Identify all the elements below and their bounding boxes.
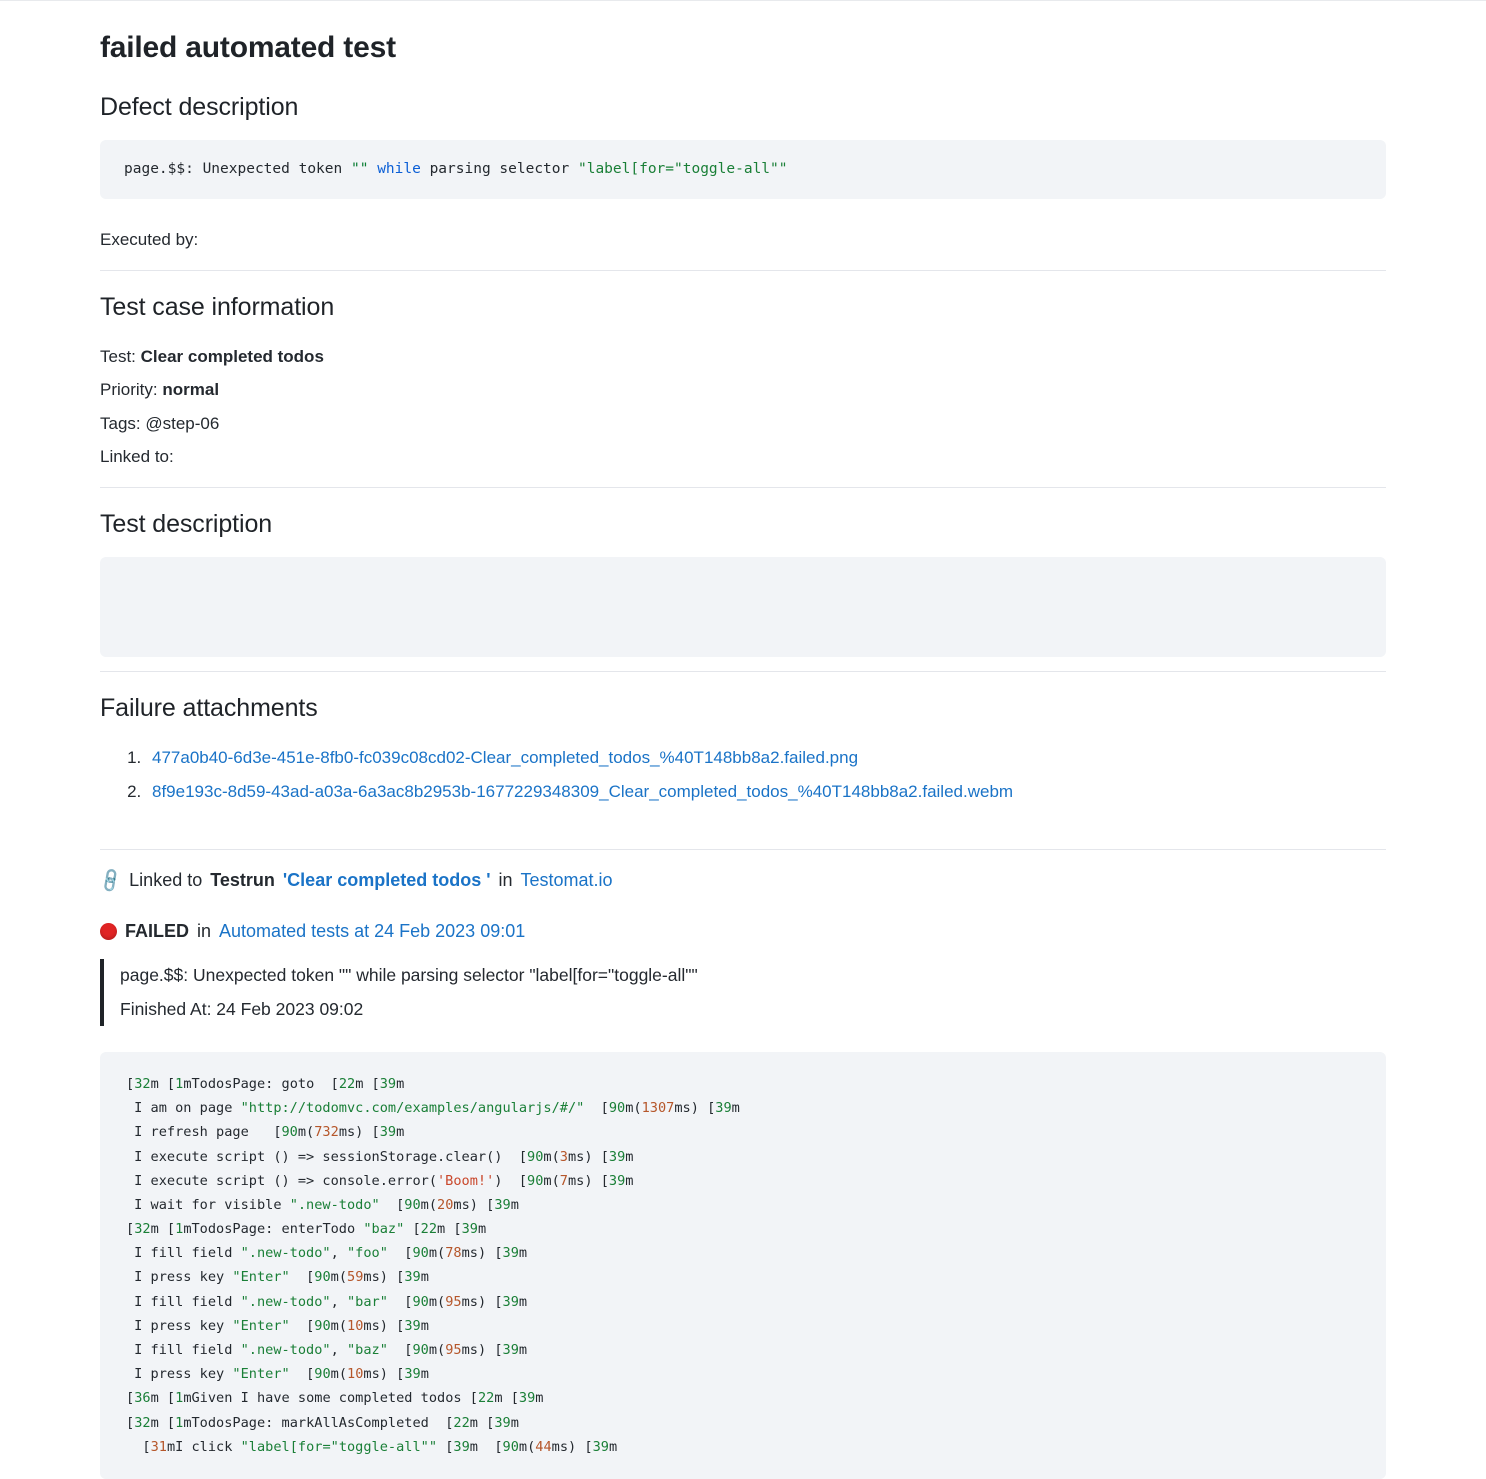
status-badge: FAILED [125,920,190,941]
console-log-line: [36m [1mGiven I have some completed todos [22m [39m [126,1390,544,1407]
tags-row [100,407,1386,440]
console-log-line: I execute script () => console.error('Boom!') [90m(7ms) [39m [126,1172,634,1189]
tags-label: Tags: [100,413,141,433]
console-log-line: I refresh page [90m(732ms) [39m [126,1124,405,1141]
red-circle-icon [100,923,117,940]
tags-value: @step-06 [145,413,220,433]
console-log-line: [32m [1mTodosPage: goto [22m [39m [126,1075,405,1092]
console-log-line: I am on page "http://todomvc.com/examples/angularjs/#/" [90m(1307ms) [39m [126,1100,740,1117]
top-border [0,0,1486,1]
console-log-line: [32m [1mTodosPage: markAllAsCompleted [22m [39m [126,1414,519,1431]
divider-1 [100,270,1386,271]
console-log-output [100,1052,1386,1479]
status-row [100,917,1386,946]
priority-value: normal [162,380,220,400]
failure-quote-message: page.$$: Unexpected token "" while parsing selector "label[for="toggle-all"" [120,965,698,986]
paperclip-icon: 🔗 [96,866,125,895]
linked-prefix: Linked to [129,869,203,890]
attachment-link[interactable]: 477a0b40-6d3e-451e-8fb0-fc039c08cd02-Clear_completed_todos_%40T148bb8a2.failed.png [152,747,859,767]
linked-platform[interactable]: Testomat.io [520,869,613,890]
priority-row [100,373,1386,406]
failure-attachments-heading: Failure attachments [100,693,318,722]
defect-description-heading: Defect description [100,93,299,121]
console-log-line: I fill field ".new-todo", "bar" [90m(95ms) [39m [126,1293,528,1310]
attachment-link[interactable]: 8f9e193c-8d59-43ad-a03a-6a3ac8b2953b-1677229348309_Clear_completed_todos_%40T148bb8a2.failed.webm [152,781,1014,801]
test-case-information-heading: Test case information [100,293,335,322]
linked-run-name[interactable]: 'Clear completed todos ' [282,869,491,890]
console-log-line: I fill field ".new-todo", "foo" [90m(78ms) [39m [126,1245,528,1262]
list-item [146,775,1386,809]
status-run-link[interactable]: Automated tests at 24 Feb 2023 09:01 [219,920,526,941]
console-log-line: I press key "Enter" [90m(59ms) [39m [126,1269,429,1286]
test-name-row [100,340,1386,373]
failure-quote-finished-at: Finished At: 24 Feb 2023 09:02 [120,998,364,1019]
test-description-body [100,557,1386,657]
divider-4 [100,849,1386,850]
console-log-line: I press key "Enter" [90m(10ms) [39m [126,1366,429,1383]
linked-testrun-row [96,866,1386,895]
test-label: Test: [100,347,136,367]
defect-description-code: page.$$: Unexpected token "" while parsing selector "label[for="toggle-all"" [100,140,1386,199]
console-log-line: I execute script () => sessionStorage.clear() [90m(3ms) [39m [126,1148,634,1165]
console-log-line: [32m [1mTodosPage: enterTodo "baz" [22m [39m [126,1221,487,1238]
console-log-line: [31mI click "label[for="toggle-all"" [39m [90m(44ms) [39m [126,1438,618,1455]
report-content [0,31,1486,1479]
test-value: Clear completed todos [140,347,324,367]
linked-to-row: Linked to: [100,446,174,466]
divider-2 [100,487,1386,488]
divider-3 [100,671,1386,672]
page-title: failed automated test [100,31,396,64]
executed-by-label: Executed by: [100,230,199,250]
console-log-line: I fill field ".new-todo", "baz" [90m(95ms) [39m [126,1342,528,1359]
linked-entity: Testrun [210,869,275,890]
console-log-line: I wait for visible ".new-todo" [90m(20ms) [39m [126,1196,519,1213]
priority-label: Priority: [100,380,158,400]
console-log-line: I press key "Enter" [90m(10ms) [39m [126,1317,429,1334]
test-description-heading: Test description [100,509,273,538]
linked-in-word: in [498,869,513,890]
list-item [146,741,1386,775]
status-in-word: in [197,920,212,941]
failure-quote [100,959,1386,1026]
failure-attachments-list [100,741,1386,809]
